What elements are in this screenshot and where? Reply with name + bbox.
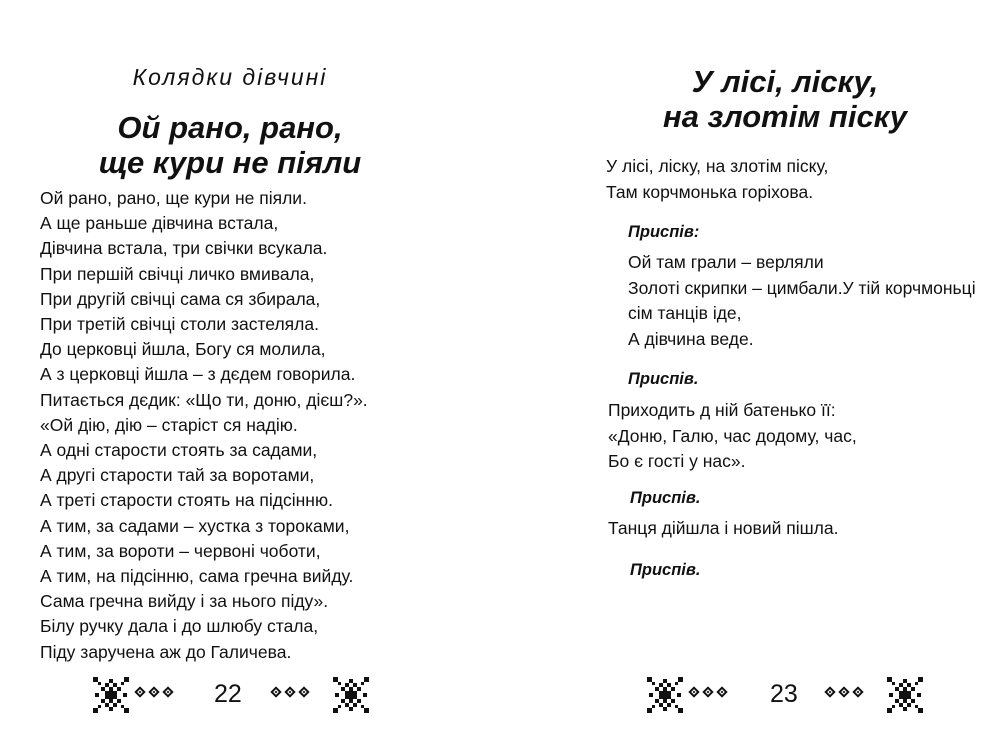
- verse-line: А одні старости стоять за садами,: [40, 440, 318, 461]
- verse-line: У лісі, ліску, на злотім піску,: [606, 156, 829, 176]
- diamond-dots-icon: [136, 688, 172, 696]
- verse: [608, 398, 857, 475]
- diamond-dots-icon: [690, 688, 726, 696]
- song-title-line: ще кури не піяли: [98, 145, 362, 180]
- verse-line: До церковці йшла, Богу ся молила,: [40, 339, 326, 360]
- embroidery-cross-stitch-icon: [886, 676, 924, 714]
- diamond-dots-icon: [272, 688, 308, 696]
- verse-line: Там корчмонька горіхова.: [606, 181, 814, 202]
- song-title-line: У лісі, ліску,: [691, 64, 879, 99]
- verse-line: Білу ручку дала і до шлюбу стала,: [40, 616, 319, 637]
- verse: [606, 154, 828, 205]
- verse-line: Танця дійшла і новий пішла.: [608, 518, 839, 538]
- verse-line: А другі старости тай за воротами,: [40, 465, 315, 486]
- right-page: [520, 0, 1000, 740]
- verse-line: Ой там грали – верляли: [628, 252, 824, 272]
- verse-line: При третій свічці столи застеляла.: [40, 314, 319, 335]
- verse-line: А тим, на підсінню, сама гречна вийду.: [40, 566, 354, 587]
- page-footer: [520, 676, 1000, 716]
- chorus-label: Приспів.: [630, 489, 701, 507]
- song-title-line: на злотім піску: [662, 99, 908, 134]
- verse-line: «Ой дію, дію – старіст ся надію.: [40, 414, 298, 435]
- verse-line: А дівчина веде.: [628, 328, 754, 349]
- song-text: [40, 186, 368, 665]
- diamond-dots-icon: [826, 688, 862, 696]
- verse-line: При другій свічці сама ся збирала,: [40, 288, 321, 309]
- verse-line: «Доню, Галю, час додому, час,: [608, 425, 857, 446]
- embroidery-cross-stitch-icon: [646, 676, 684, 714]
- verse-line: А з церковці йшла – з дєдем говорила.: [40, 364, 356, 385]
- chorus-label: Приспів.: [630, 561, 701, 579]
- verse-line: А ще раньше дівчина встала,: [40, 213, 279, 234]
- song-title: [0, 110, 460, 180]
- verse-line: Піду заручена аж до Галичева.: [40, 641, 292, 662]
- verse-line: Дівчина встала, три свічки всукала.: [40, 238, 328, 259]
- verse-line: А тим, за вороти – червоні чоботи,: [40, 540, 321, 561]
- verse-line: А тим, за садами – хустка з тороками,: [40, 515, 350, 536]
- verse-line: Ой рано, рано, ще кури не піяли.: [40, 188, 307, 208]
- verse-line: Питається дєдик: «Що ти, доню, дієш?».: [40, 389, 368, 410]
- embroidery-cross-stitch-icon: [332, 676, 370, 714]
- verse-line: Приходить д ній батенько її:: [608, 400, 836, 420]
- verse-line: сім танців іде,: [628, 303, 742, 323]
- page-number: 23: [770, 680, 798, 708]
- page-number: 22: [214, 680, 242, 708]
- song-title: [575, 64, 995, 134]
- chorus-label: Приспів:: [628, 223, 700, 241]
- section-title: Колядки дівчині: [132, 64, 328, 90]
- verse: [608, 516, 838, 542]
- verse-line: Бо є гості у нас».: [608, 451, 746, 471]
- page-footer: [0, 676, 480, 716]
- embroidery-cross-stitch-icon: [92, 676, 130, 714]
- verse-line: При першій свічці личко вмивала,: [40, 263, 315, 284]
- verse-line: Сама гречна вийду і за нього піду».: [40, 591, 329, 612]
- left-page: [0, 0, 480, 740]
- chorus: [628, 250, 976, 352]
- chorus-label: Приспів.: [628, 370, 699, 388]
- song-title-line: Ой рано, рано,: [117, 110, 343, 145]
- verse-line: А треті старости стоять на підсінню.: [40, 490, 333, 511]
- verse-line: Золоті скрипки – цимбали.У тій корчмоньці: [628, 277, 976, 298]
